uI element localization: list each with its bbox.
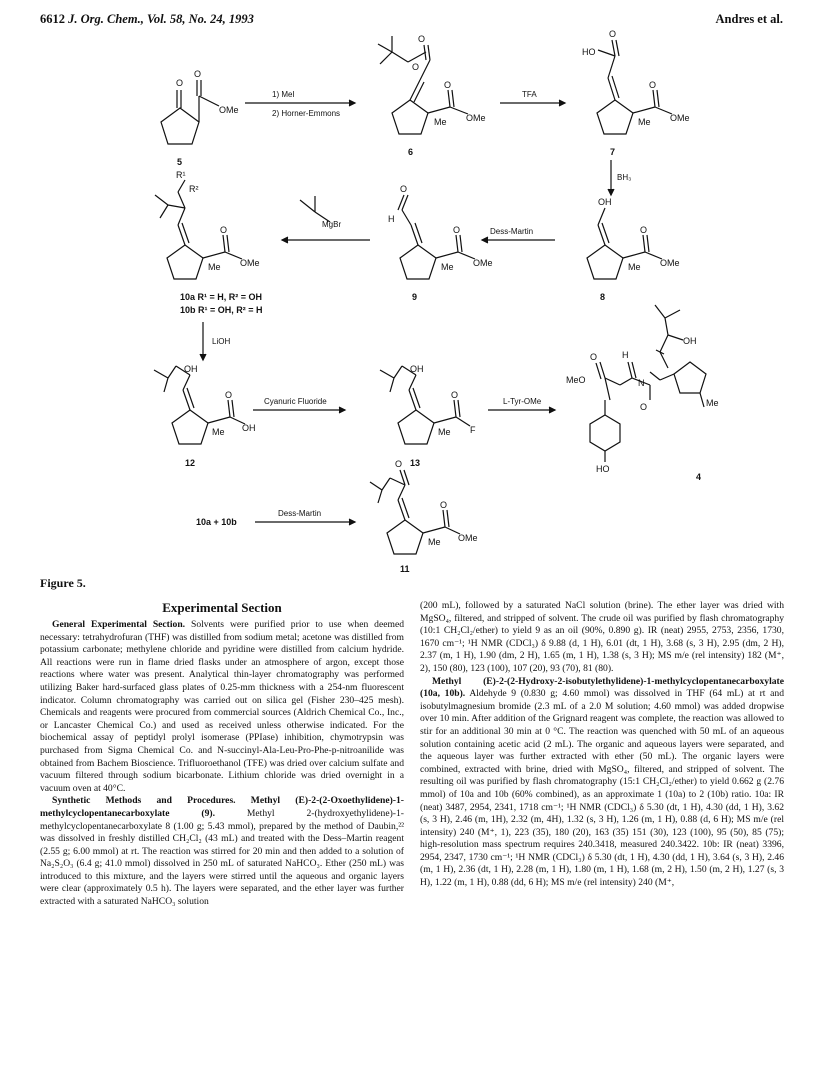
atom-ome-6: OMe — [466, 113, 486, 123]
compound-5-label: 5 — [177, 157, 183, 167]
compound-8-label: 8 — [600, 292, 606, 302]
atom-h-4: H — [622, 350, 629, 360]
reagent-dess-martin-2: Dess-Martin — [278, 509, 322, 518]
compound-6-structure — [378, 36, 468, 134]
atom-o-10: O — [220, 225, 228, 235]
compound-10b-label: 10b R¹ = OH, R² = H — [180, 305, 263, 315]
atom-n-4: N — [638, 378, 645, 388]
compound-11-label: 11 — [400, 564, 410, 574]
page-number: 6612 — [40, 12, 65, 26]
atom-oh-12a: OH — [184, 364, 198, 374]
header-authors: Andres et al. — [715, 12, 783, 26]
atom-me-10: Me — [208, 262, 221, 272]
atom-ome-9: OMe — [473, 258, 493, 268]
reagent-cyanuric-fluoride: Cyanuric Fluoride — [264, 397, 327, 406]
atom-oh-4: OH — [683, 336, 697, 346]
reagent-lioh: LiOH — [212, 337, 231, 346]
reagent-mgbr: MgBr — [322, 220, 342, 229]
atom-ome-7: OMe — [670, 113, 690, 123]
atom-o-9b: O — [453, 225, 461, 235]
atom-o-6b: O — [412, 62, 420, 72]
reagent-dess-martin-1: Dess-Martin — [490, 227, 534, 236]
atom-me-8: Me — [628, 262, 641, 272]
atom-me-13: Me — [438, 427, 451, 437]
reagent-tfa: TFA — [522, 90, 537, 99]
reagent-horner-emmons: 2) Horner-Emmons — [272, 109, 341, 118]
synthesis-scheme — [0, 30, 823, 575]
atom-o-11b: O — [440, 500, 448, 510]
compound-4-label: 4 — [696, 472, 702, 482]
paragraph-synthesis-10-text: Aldehyde 9 (0.830 g; 4.60 mmol) was dissolved in THF (64 mL) at rt and isobutylmagnesium bromide (2.3 mL of a 2.0 M solution; 4.60 mmol) was added dropwise over 10 min. After addition of the Grignard reagent was complete, the reaction was allowed to stir for an additional 30 min at 0 °C. The reaction was quenched with 50 mL of an aqueous solution containing acetic acid (2 mL). The organic and aqueous layers were separated, and the aqueous layer was further extracted with ether (50 mL). The organic layers were combined, extracted with brine, dried with MgSO₄, filtered, and stripped of solvent. The resulting oil was purified by flash chromatography (15:1 CH₂Cl₂/ether) to yield 0.662 g (2.76 mmol) of 10a and 10b (60% combined), as an approximate 1 (10a) to 2 (10b) ratio. 10a: IR (neat) 3487, 2954, 2341, 1718 cm⁻¹; ¹H NMR (CDCl₃) δ 5.30 (dt, 1 H), 4.30 (dd, 1 H), 3.62 (s, 3 H), 2.46 (m, 1H), 2.32 (m, 4H), 1.32 (s, 3 H), 1.26 (m, 1 H), 0.88 (d, 6 H); MS m/e (rel intensity) 240 (M⁺, 1), 223 (35), 180 (20), 163 (35) 151 (30), 123 (100), 95 (50), 85 (75); high-resolution mass spectrum requires 240.3418, measured 240.3422. 10b: IR (neat) 3396, 2954, 2347, 1730 cm⁻¹; ¹H NMR (CDCl₃) δ 5.30 (dt, 1 H), 4.30 (dd, 1 H), 3.64 (s, 3 H), 2.46 (m, 1 H), 2.36 (dt, 1 H), 2.28 (m, 1 H), 1.80 (m, 1 H), 1.68 (m, 2 H), 1.50 (m, 2 H), 1.27 (s, 3 H), 1.22 (m, 1 H), 0.88 (dd, 6 H); MS m/e (rel intensity) 240 (M⁺, — [420, 688, 784, 889]
section-title: Experimental Section — [162, 600, 282, 615]
compound-5-structure — [161, 80, 219, 144]
compound-10-structure — [155, 180, 242, 279]
compound-4-structure — [590, 305, 706, 462]
atom-oh-12b: OH — [242, 423, 256, 433]
mixture-label: 10a + 10b — [196, 517, 237, 527]
atom-o-7a: O — [609, 30, 617, 39]
atom-o-7b: O — [649, 80, 657, 90]
atom-me-6: Me — [434, 117, 447, 127]
journal-name: J. Org. Chem., — [68, 12, 144, 26]
paragraph-synthesis-10 — [420, 676, 784, 890]
atom-o-5a: O — [176, 78, 184, 88]
paragraph-synthesis-9-text: Methyl 2-(hydroxyethylidene)-1-methylcyclopentanecarboxylate 8 (1.00 g; 5.43 mmol), prepared by the method of Daubin,²² was dissolved in freshly distilled CH₂Cl₂ (43 mL) and treated with the Dess–Martin reagent (2.55 g; 6.00 mmol) at rt. The reaction was stirred for 20 min and then added to a solution of Na₂S₂O₃ (6.4 g; 41.0 mmol) dissolved in 250 mL of saturated NaHCO₃. Ether (250 mL) was introduced to this mixture, and the layers were stirred until the aqueous and organic layers were clear (approximately 0.5 h). The layers were separated, and the ether layer was further extracted with a saturated NaHCO₃ solution — [40, 807, 404, 908]
atom-o-4b: O — [590, 352, 598, 362]
paragraph-continued — [420, 600, 784, 676]
compound-7-label: 7 — [610, 147, 616, 157]
paragraph-general-lead: General Experimental Section. — [52, 619, 186, 630]
atom-ome-5: OMe — [219, 105, 239, 115]
atom-o-9a: O — [400, 184, 408, 194]
reagent-mei: 1) MeI — [272, 90, 295, 99]
atom-r1: R¹ — [176, 170, 186, 180]
atom-o-12: O — [225, 390, 233, 400]
atom-o-6c: O — [444, 80, 452, 90]
compound-9-label: 9 — [412, 292, 418, 302]
left-column — [40, 600, 404, 909]
paragraph-general — [40, 619, 404, 795]
compound-9-structure — [398, 195, 475, 279]
atom-ome-8: OMe — [660, 258, 680, 268]
volume-info: Vol. 58, No. 24, 1993 — [146, 12, 254, 26]
paragraph-synthesis-9-lead: Synthetic Methods and Procedures. Methyl (E)-2-(2-Oxoethylidene)-1-methylcyclopentanecarboxylate (9). — [40, 795, 404, 819]
atom-ome-11: OMe — [458, 533, 478, 543]
atom-ho-4: HO — [596, 464, 610, 474]
atom-h-9: H — [388, 214, 395, 224]
atom-o-5b: O — [194, 69, 202, 79]
atom-o-11a: O — [395, 459, 403, 469]
atom-oh-8: OH — [598, 197, 612, 207]
atom-me-11: Me — [428, 537, 441, 547]
compound-11-structure — [370, 470, 460, 554]
compound-13-structure — [380, 366, 470, 444]
paragraph-synthesis-9 — [40, 795, 404, 908]
atom-meo-4: MeO — [566, 375, 586, 385]
atom-f-13: F — [470, 425, 476, 435]
atom-me-4: Me — [706, 398, 719, 408]
atom-o-4a: O — [640, 402, 648, 412]
paragraph-continued-text: (200 mL), followed by a saturated NaCl solution (brine). The ether layer was dried with MgSO₄, filtered, and stripped of solvent. The crude oil was purified by flash chromatography (10:1 CH₂Cl₂/ether) to yield 9 as an oil (90%, 0.890 g). IR (neat) 2955, 2753, 2356, 1730, 1670 cm⁻¹; ¹H NMR (CDCl₃) δ 9.88 (d, 1 H), 6.01 (dt, 1 H), 3.68 (s, 3 H), 2.95 (dm, 2 H), 2.37 (m, 1 H), 1.90 (dm, 2 H), 1.65 (m, 1 H), 1.38 (s, 3 H); MS m/e (rel intensity) 182 (M⁺, 2), 150 (80), 123 (100), 107 (20), 93 (70), 81 (80). — [420, 600, 784, 674]
atom-r2: R² — [189, 184, 199, 194]
compound-12-label: 12 — [185, 458, 196, 468]
reagent-l-tyr-ome: L-Tyr-OMe — [503, 397, 542, 406]
compound-12-structure — [154, 366, 245, 444]
atom-me-12: Me — [212, 427, 225, 437]
atom-o-8: O — [640, 225, 648, 235]
paragraph-general-text: Solvents were purified prior to use when deemed necessary: tetrahydrofuran (THF) was distilled from sodium metal; acetone was distilled from potassium carbonate; methylene chloride and pyridine were distilled from calcium hydride. All reactions were run in flame dried flasks under an atmosphere of argon, except those reactions where water was present. Analytical thin-layer chromatography was performed utilizing Baker hard-surfaced glass plates of 0.25-mm thickness with a 254-nm fluorescent indicator. Column chromatography was carried out on silica gel (Fisher 230–425 mesh). Chemicals and reagents were procured from commercial sources (Aldrich Chemical Co., Inc., or Lancaster Chemical Co.) and used as received unless otherwise indicated. For the biochemical assay of peptidyl prolyl isomerase (PPIase) inhibition, chymotrypsin was purchased from Sigma Chemical Co. and N-succinyl-Ala-Leu-Pro-Phe-p-nitroanilide was obtained from Bachem Bioscience. Trifluoroethanol (TFE) was dried over calcium sulfate and vacuum filtered through sodium bicarbonate. Lithium chloride was dried overnight in a vacuum oven at 40°C. — [40, 619, 404, 794]
figure-caption: Figure 5. — [40, 576, 86, 590]
paragraph-synthesis-10-lead: Methyl (E)-2-(2-Hydroxy-2-isobutylethylidene)-1-methylcyclopentanecarboxylate (10a, 10b). — [420, 675, 784, 700]
right-column — [420, 600, 784, 890]
compound-8-structure — [587, 208, 662, 279]
atom-o-6a: O — [418, 34, 426, 44]
header-left — [40, 12, 254, 27]
compound-6-label: 6 — [408, 147, 414, 157]
atom-ho-7: HO — [582, 47, 596, 57]
compound-10a-label: 10a R¹ = H, R² = OH — [180, 292, 263, 302]
compound-13-label: 13 — [410, 458, 421, 468]
atom-me-9: Me — [441, 262, 454, 272]
reagent-bh3: BH₃ — [617, 173, 632, 182]
atom-o-13: O — [451, 390, 459, 400]
atom-oh-13: OH — [410, 364, 424, 374]
page-header — [40, 12, 783, 32]
compound-7-structure — [597, 40, 672, 134]
atom-ome-10: OMe — [240, 258, 260, 268]
isobutyl-grignard — [300, 196, 330, 222]
atom-me-7: Me — [638, 117, 651, 127]
